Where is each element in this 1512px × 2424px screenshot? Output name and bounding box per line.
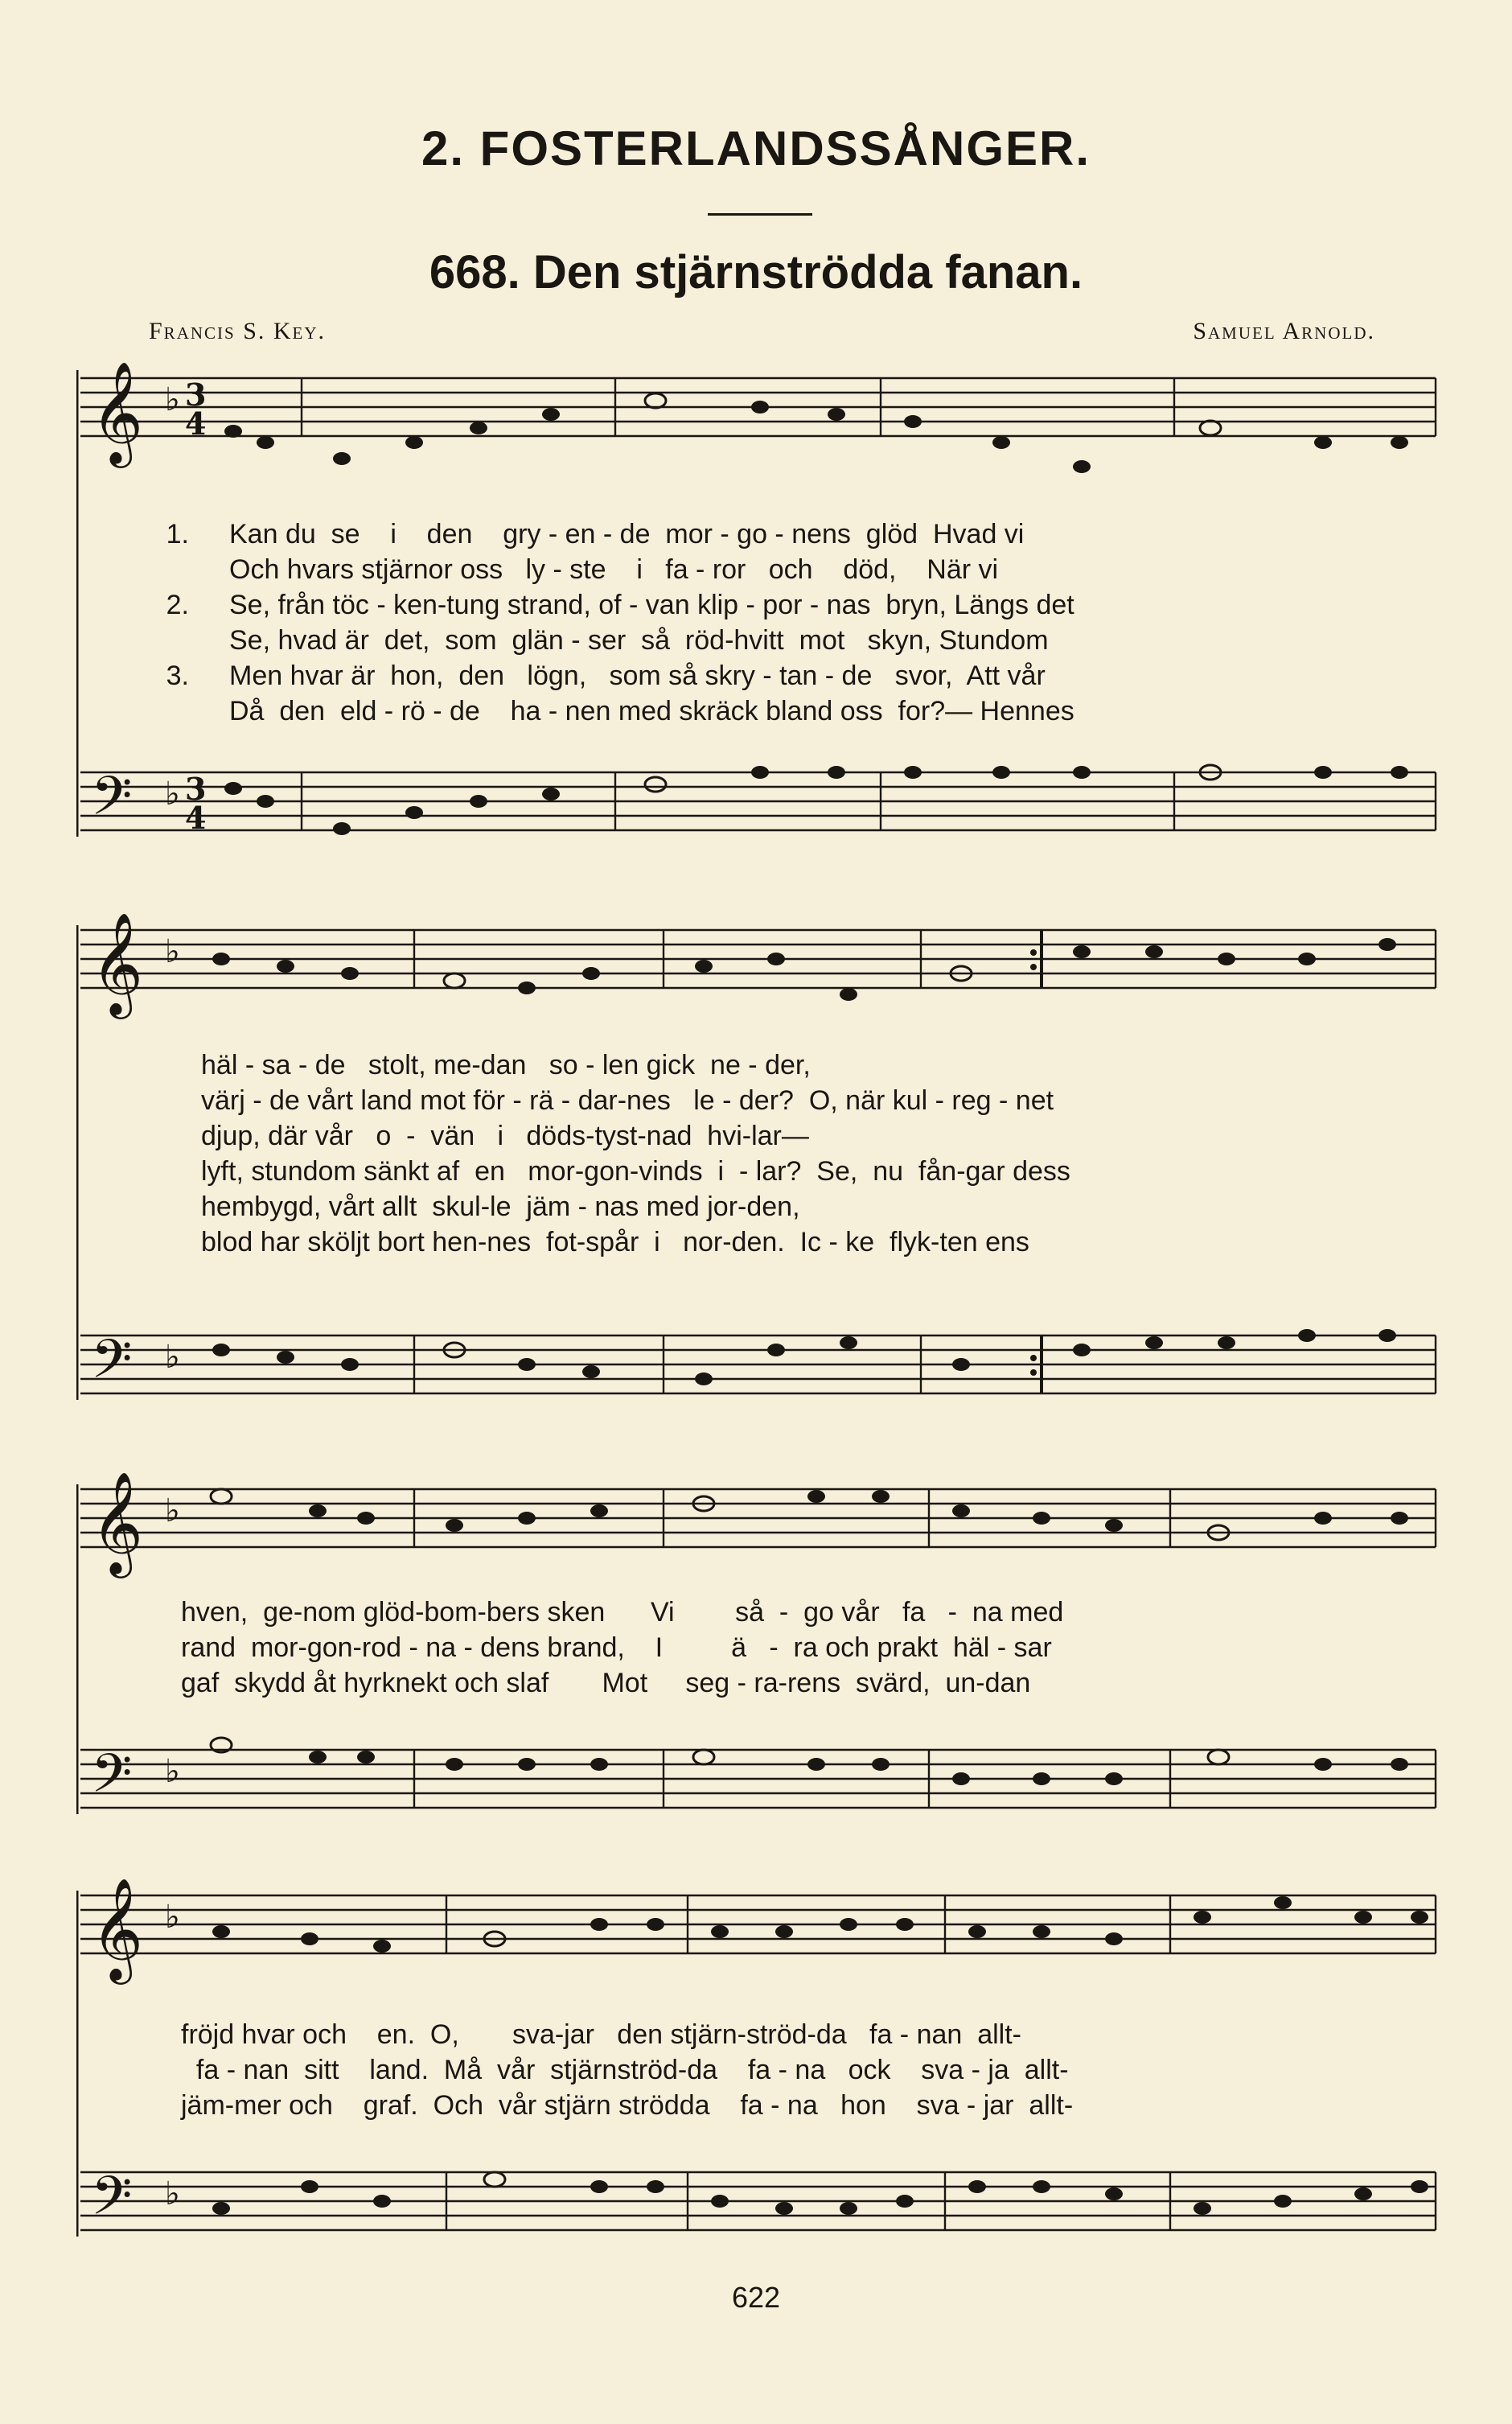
- lyric-line: hven, ge-nom glöd-bom-bers sken Vi så - go vår fa - na med: [181, 1597, 1064, 1628]
- hymn-title: 668. Den stjärnströdda fanan.: [429, 246, 1083, 298]
- lyrics-system-3: [161, 1597, 1415, 1703]
- svg-text:3: 3: [185, 771, 207, 807]
- lyric-line: 2. Se, från töc - ken-tung strand, of - van klip - por - nas bryn, Längs det: [166, 590, 1074, 620]
- lyric-line: fa - nan sitt land. Må vår stjärnströd-da fa - na ock sva - ja allt-: [181, 2055, 1069, 2085]
- bass-clef-icon: 𝄢: [91, 1743, 133, 1817]
- flat-icon: ♭: [165, 1753, 180, 1790]
- lyrics-system-1: [161, 519, 1415, 731]
- lyricist-credit: Francis S. Key.: [149, 318, 327, 344]
- lyric-line: hembygd, vårt allt skul-le jäm - nas med jor-den,: [201, 1191, 800, 1222]
- lyrics-system-4: [161, 2019, 1415, 2126]
- lyric-line: Se, hvad är det, som glän - ser så röd-hvitt mot skyn, Stundom: [229, 625, 1049, 656]
- bass-staff-lines: [80, 772, 1436, 830]
- bass-notes: [224, 765, 1408, 835]
- bass-clef-icon: 𝄢: [91, 1328, 133, 1403]
- treble-clef-icon: 𝄞: [91, 360, 144, 463]
- title-divider: [708, 213, 812, 216]
- svg-text:3: 3: [185, 377, 207, 413]
- lyric-line: gaf skydd åt hyrknekt och slaf Mot seg - ra-rens svärd, un-dan: [181, 1668, 1031, 1698]
- flat-icon: ♭: [165, 381, 180, 418]
- bass-clef-icon: 𝄢: [91, 2165, 133, 2240]
- flat-icon: ♭: [165, 1899, 180, 1936]
- lyric-line: blod har sköljt bort hen-nes fot-spår i nor-den. Ic - ke flyk-ten ens: [201, 1227, 1029, 1257]
- treble-notes: [224, 393, 1408, 473]
- lyrics-system-2: [161, 1050, 1415, 1262]
- svg-text:4: 4: [185, 800, 207, 836]
- lyric-line: värj - de vårt land mot för - rä - dar-nes le - der? O, när kul - reg - net: [201, 1085, 1054, 1116]
- lyric-line: djup, där vår o - vän i döds-tyst-nad hvi-lar—: [201, 1121, 809, 1151]
- lyric-line: lyft, stundom sänkt af en mor-gon-vinds i - lar? Se, nu fån-gar dess: [201, 1156, 1070, 1187]
- flat-icon: ♭: [165, 1492, 180, 1529]
- treble-clef-icon: 𝄞: [91, 1471, 144, 1574]
- lyric-line: Då den eld - rö - de ha - nen med skräck bland oss for?— Hennes: [229, 696, 1074, 726]
- lyric-line: 3. Men hvar är hon, den lögn, som så skry - tan - de svor, Att vår: [166, 661, 1046, 691]
- composer-credit: Samuel Arnold.: [1193, 318, 1375, 344]
- bass-clef-icon: 𝄢: [91, 765, 133, 840]
- page-number: 622: [731, 2281, 781, 2314]
- lyric-line: fröjd hvar och en. O, sva-jar den stjärn-ströd-da fa - nan allt-: [181, 2019, 1021, 2050]
- lyric-line: Och hvars stjärnor oss ly - ste i fa - ror och död, När vi: [229, 554, 999, 585]
- lyric-line: häl - sa - de stolt, me-dan so - len gick ne - der,: [201, 1050, 811, 1080]
- flat-icon: ♭: [165, 776, 180, 813]
- treble-clef-icon: 𝄞: [91, 912, 144, 1014]
- lyric-line: 1. Kan du se i den gry - en - de mor - go - nens glöd Hvad vi: [166, 519, 1025, 549]
- section-title: 2. FOSTERLANDSSÅNGER.: [421, 121, 1091, 175]
- lyric-line: rand mor-gon-rod - na - dens brand, I ä - ra och prakt häl - sar: [181, 1632, 1052, 1663]
- svg-text:4: 4: [185, 405, 207, 442]
- lyric-line: jäm-mer och graf. Och vår stjärn strödda fa - na hon sva - jar allt-: [181, 2090, 1074, 2121]
- flat-icon: ♭: [165, 1339, 180, 1376]
- treble-clef-icon: 𝄞: [91, 1877, 144, 1980]
- flat-icon: ♭: [165, 933, 180, 970]
- flat-icon: ♭: [165, 2175, 180, 2212]
